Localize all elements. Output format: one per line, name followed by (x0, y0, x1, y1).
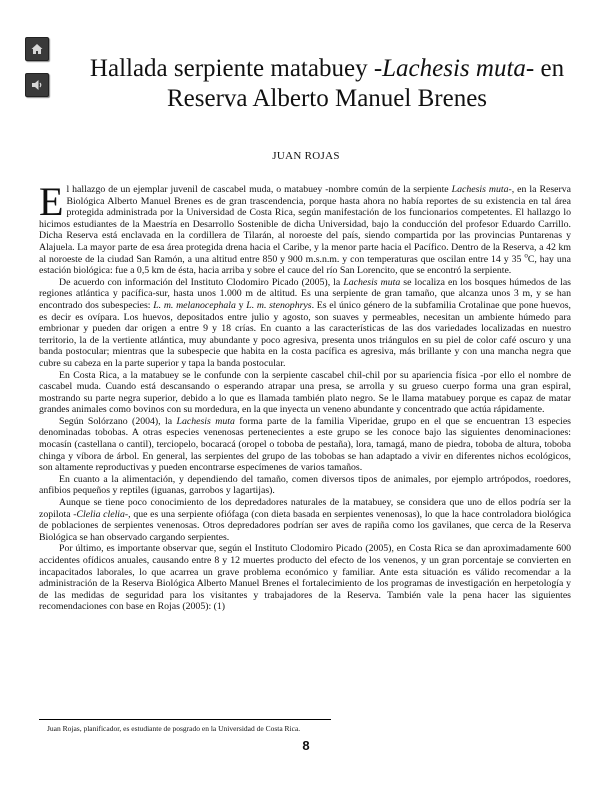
article-title (62, 54, 592, 114)
paragraph-1: El hallazgo de un ejemplar juvenil de cascabel muda, o matabuey -nombre común de la serpiente Lachesis muta-, en la Reserva Biológica Alberto Manuel Brenes es de gran trascendencia, porque hasta ahora no había reportes de su existencia en tal área protegida administrada por la Universidad de Costa Rica, según manifestación de los funcionarios competentes. El hallazgo lo hicimos estudiantes de la Maestría en Desarrollo Sostenible de dicha Universidad, bajo la conducción del profesor Eduardo Carrillo. Dicha Reserva está enclavada en la cordillera de Tilarán, al noroeste del país, siendo compartida por las provincias Puntarenas y Alajuela. La mayor parte de esa área protegida drena hacia el Caribe, y la menor parte hacia el Pacífico. Dentro de la Reserva, a 42 km al noroeste de la ciudad San Ramón, a una altitud entre 850 y 900 m.s.n.m. y con temperaturas que oscilan entre 14 y 35 $^o$C, hay una estación biológica: fue a 0,5 km de ésta, hacia arriba y sobre el cauce del río San Lorencito, que se encontró la serpiente. (39, 179, 571, 277)
page-number: 8 (302, 738, 310, 753)
author-name: JUAN ROJAS (272, 150, 340, 162)
footnote: Juan Rojas, planificador, es estudiante de posgrado en la Universidad de Costa Rica. (47, 724, 301, 733)
drop-cap: E (39, 179, 64, 224)
article-body (39, 179, 571, 613)
title-line1-suffix: - en (525, 55, 565, 82)
home-icon (30, 42, 44, 56)
title-line1-prefix: Hallada serpiente matabuey - (89, 55, 383, 82)
paragraph-4: Según Solórzano (2004), la Lachesis muta forma parte de la familia Viperidae, grupo en el que se encuentran 13 especies denominadas tobobas. A otras especies venenosas pertenecientes a este grupo se les conoce bajo las siguientes denominaciones: mocasín (castellana o cantil), terciopelo, bocaracá (oropel o toboba de pestaña), lora, tamagá, mano de piedra, toboba de altura, toboba chinga y víbora de árbol. En general, las serpientes del grupo de las tobobas se han adaptado a vivir en diferentes nichos ecológicos, son altamente reproductivas y pueden encontrarse especímenes de varios tamaños. (39, 415, 571, 474)
audio-button[interactable] (25, 73, 49, 97)
paragraph-6: Aunque se tiene poco conocimiento de los depredadores naturales de la matabuey, se considera que uno de ellos podría ser la zopilota -Clelia clelia-, que es una serpiente ofiófaga (con dieta basada en serpientes venenosas), lo que la hace controladora biológica de poblaciones de serpientes venenosas. Otros depredadores podrían ser aves de rapiña como los gavilanes, que cerca de la Reserva Biológica se han observado cargando serpientes. (39, 497, 571, 543)
paragraph-2: De acuerdo con información del Instituto Clodomiro Picado (2005), la Lachesis muta se localiza en los bosques húmedos de las regiones atlántica y pacífica-sur, hasta unos 1.000 m de altitud. Es una serpiente de gran tamaño, que alcanza unos 3 m, y se han encontrado dos subespecies: L. m. melanocephala y L. m. stenophrys. Es el único género de la subfamilia Crotalinae que pone huevos, es decir es ovípara. Los huevos, depositados entre julio y agosto, son suaves y permeables, necesitan un ambiente húmedo para embrionar y pueden dar origen a entre 9 y 18 crías. En cuanto a las características de las dos variedades localizadas en nuestro territorio, la de la vertiente atlántica, muy abundante y poco agresiva, presenta unos triángulos en su piel de color café oscuro y una banda postocular; mientras que la subespecie que habita en la costa pacífica es agresiva, más brillante y con una mancha negra que cubre su cabeza en la parte superior y tapa la banda postocular. (39, 276, 571, 369)
speaker-icon (30, 78, 44, 92)
home-button[interactable] (25, 37, 49, 61)
paragraph-7: Por último, es importante observar que, según el Instituto Clodomiro Picado (2005), en Costa Rica se dan aproximadamente 600 accidentes ofídicos anuales, causando entre 8 y 12 muertes producto del efecto de los venenos, y un gran porcentaje se convierten en incapacitados laborales, lo que acarrea un grave problema económico y familiar. Ante esta situación es válido recomendar a la administración de la Reserva Biológica Alberto Manuel Brenes el fortalecimiento de los programas de investigación en herpetología y de las medidas de seguridad para los visitantes y trabajadores de la Reserva. También vale la pena hacer las siguientes recomendaciones con base en Rojas (2005): (1) (39, 543, 571, 613)
title-species: Lachesis muta (382, 55, 526, 82)
paragraph-3: En Costa Rica, a la matabuey se le confunde con la serpiente cascabel chil-chil por su apariencia física -por ello el nombre de cascabel muda. Cuando está descansando o esperando atrapar una presa, se arrolla y su grueso cuerpo forma una gran espiral, mostrando su parte negra superior, debido a lo que es llamada también plato negro. Se le llama matabuey porque es capaz de matar grandes animales como bovinos con su mordedura, en la que inyecta un veneno abundante y concentrado que actúa rápidamente. (39, 369, 571, 416)
footnote-divider (39, 719, 331, 720)
paragraph-5: En cuanto a la alimentación, y dependiendo del tamaño, comen diversos tipos de animales, por ejemplo artrópodos, roedores, anfibios pequeños y reptiles (iguanas, garrobos y lagartijas). (39, 473, 571, 497)
title-line2: Reserva Alberto Manuel Brenes (166, 85, 488, 112)
